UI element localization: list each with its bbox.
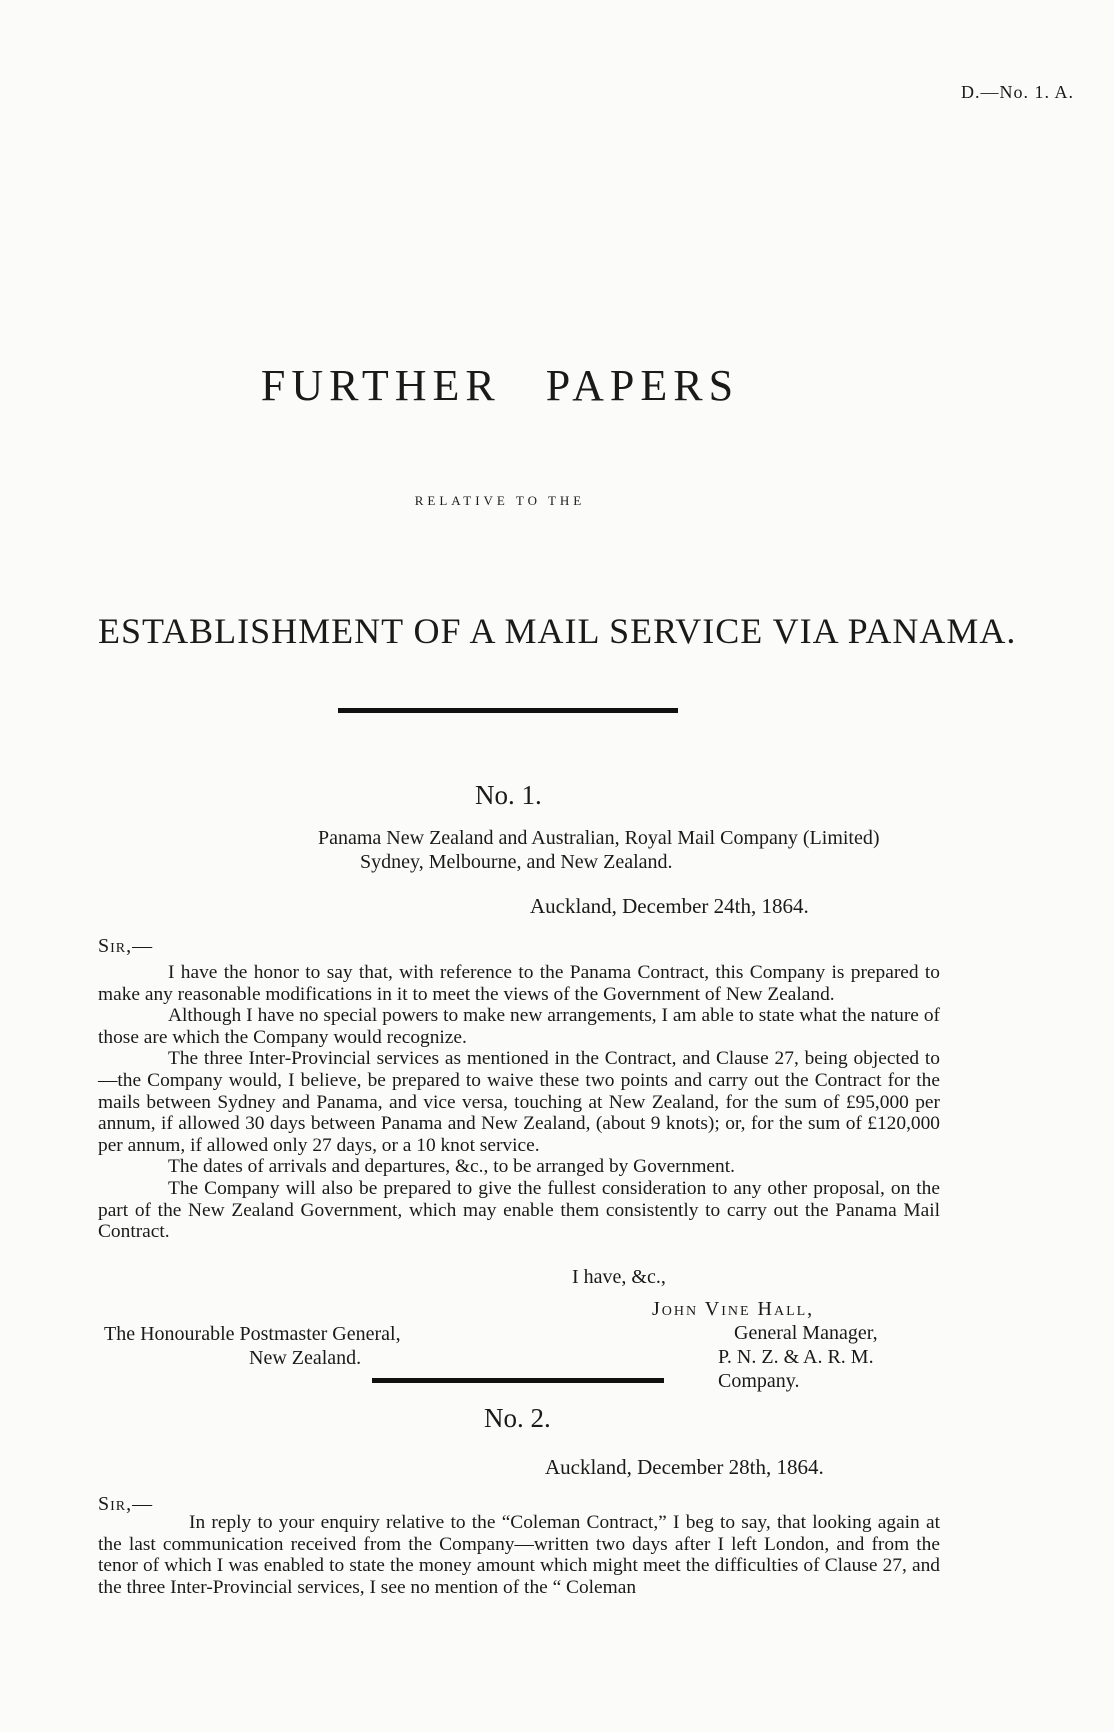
title-word: FURTHER — [260, 361, 501, 410]
letter-body — [98, 1512, 940, 1598]
letter-paragraph: The dates of arrivals and departures, &c., to be arranged by Government. — [168, 1156, 735, 1178]
letter-salutation: Sir,— — [98, 1493, 154, 1515]
letter-date: Auckland, December 28th, 1864. — [545, 1455, 824, 1479]
signatory-title: General Manager, — [734, 1322, 878, 1344]
letter-salutation: Sir,— — [98, 935, 154, 957]
letter-number: No. 2. — [484, 1403, 551, 1433]
signatory-company: P. N. Z. & A. R. M. Company. — [718, 1346, 874, 1392]
letter-closing: I have, &c., — [572, 1266, 666, 1288]
title-word: PAPERS — [545, 361, 740, 410]
letter-signature — [638, 1297, 938, 1393]
addressee-line: New Zealand. — [249, 1347, 362, 1369]
letter-paragraph: The Company will also be prepared to give the fullest consideration to any other proposal, on the part of the New Zealand Government, which may enable them consistently to carry out the Panama Mail Contract. — [98, 1177, 940, 1243]
letter-paragraph: In reply to your enquiry relative to the “Coleman Contract,” I beg to say, that looking again at the last communication received from the Company—written two days after I left London, and from the tenor of which I was enabled to state the money amount which might meet the difficulties of Clause 27, and the three Inter-Provincial services, I see no mention of the “ Coleman — [98, 1512, 940, 1598]
letter-paragraph: I have the honor to say that, with reference to the Panama Contract, this Company is prepared to make any reasonable modifications in it to meet the views of the Government of New Zealand. — [98, 962, 940, 1005]
address-line: Panama New Zealand and Australian, Royal Mail Company (Limited) — [318, 827, 880, 849]
document-heading: ESTABLISHMENT OF A MAIL SERVICE VIA PANAMA. — [98, 611, 1017, 651]
letter-paragraph: Although I have no special powers to make new arrangements, I am able to state what the nature of those are which the Company would recognize. — [98, 1005, 940, 1048]
letter-addressee — [104, 1322, 401, 1370]
document-reference: D.—No. 1. A. — [960, 82, 1074, 102]
relative-to-line: RELATIVE TO THE — [414, 493, 586, 508]
letter-paragraph: The three Inter-Provincial services as mentioned in the Contract, and Clause 27, being objected to—the Company would, I believe, be prepared to waive these two points and carry out the Contract for the mails between Sydney and Panama, and vice versa, touching at New Zealand, for the sum of £95,000 per annum, if allowed 30 days between Panama and New Zealand, (about 9 knots); or, for the sum of £120,000 per annum, if allowed only 27 days, or a 10 knot service. — [98, 1048, 940, 1156]
addressee-line: The Honourable Postmaster General, — [104, 1323, 401, 1345]
letter-number: No. 1. — [475, 780, 542, 810]
section-divider — [338, 708, 678, 713]
address-line: Sydney, Melbourne, and New Zealand. — [360, 851, 673, 873]
letter-sender-address — [318, 826, 880, 874]
section-divider — [372, 1378, 664, 1383]
signatory-name: John Vine Hall, — [652, 1298, 815, 1320]
letter-date: Auckland, December 24th, 1864. — [530, 894, 809, 918]
document-title — [0, 360, 1000, 411]
letter-body — [98, 962, 940, 1243]
